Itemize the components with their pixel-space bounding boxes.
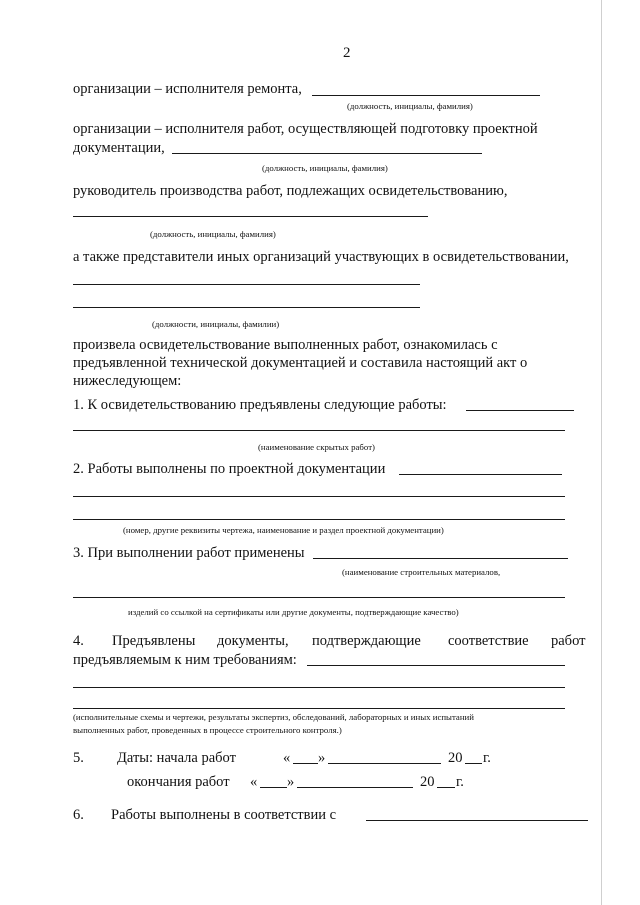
year-suffix: г.	[483, 750, 491, 766]
start-date-label: Даты: начала работ	[117, 750, 236, 766]
section-2-blank-2[interactable]	[73, 496, 565, 497]
org-design-label: организации – исполнителя работ, осуществляющей подготовку проектной	[73, 121, 538, 137]
caption-materials: (наименование строительных материалов,	[342, 567, 501, 577]
caption-drawing-details: (номер, другие реквизиты чертежа, наименование и раздел проектной документации)	[123, 525, 444, 535]
section-1-blank-2[interactable]	[73, 430, 565, 431]
caption-positions-names: (должности, инициалы, фамилии)	[152, 319, 280, 329]
work-manager-blank[interactable]	[73, 216, 428, 217]
section-4-word: работ	[551, 633, 586, 649]
section-4-word: соответствие	[448, 633, 529, 649]
section-1-blank[interactable]	[466, 410, 574, 411]
section-2-blank-3[interactable]	[73, 519, 565, 520]
caption-position-name: (должность, инициалы, фамилия)	[262, 163, 388, 173]
caption-hidden-works: (наименование скрытых работ)	[258, 442, 375, 452]
section-3-blank-2[interactable]	[73, 597, 565, 598]
start-month-blank[interactable]	[328, 763, 441, 764]
caption-position-name: (должность, инициалы, фамилия)	[347, 101, 473, 111]
quote-open: «	[250, 774, 258, 790]
section-5-number: 5.	[73, 750, 84, 766]
start-year-blank[interactable]	[465, 763, 482, 764]
statement-line-2: предъявленной технической документацией и составила настоящий акт о	[73, 355, 528, 371]
org-design-label-cont: документации,	[73, 140, 165, 156]
end-month-blank[interactable]	[297, 787, 413, 788]
org-repair-blank[interactable]	[312, 95, 540, 96]
year-prefix: 20	[420, 774, 435, 790]
end-day-blank[interactable]	[260, 787, 287, 788]
statement-line-1: произвела освидетельствование выполненных работ, ознакомилась с	[73, 337, 498, 353]
section-4-blank-3[interactable]	[73, 708, 565, 709]
caption-executive-docs: (исполнительные схемы и чертежи, результаты экспертиз, обследований, лабораторных и иных испытаний	[73, 712, 474, 722]
other-orgs-blank-1[interactable]	[73, 284, 420, 285]
work-manager-label: руководитель производства работ, подлежащих освидетельствованию,	[73, 183, 508, 199]
statement-line-3: нижеследующем:	[73, 373, 182, 389]
section-1-label: 1. К освидетельствованию предъявлены следующие работы:	[73, 397, 447, 413]
section-2-label: 2. Работы выполнены по проектной документации	[73, 461, 386, 477]
quote-close: »	[287, 774, 295, 790]
other-orgs-blank-2[interactable]	[73, 307, 420, 308]
section-4-word: подтверждающие	[312, 633, 421, 649]
caption-position-name: (должность, инициалы, фамилия)	[150, 229, 276, 239]
section-4-word: документы,	[217, 633, 289, 649]
page-number: 2	[343, 45, 351, 61]
org-repair-label: организации – исполнителя ремонта,	[73, 81, 302, 97]
caption-executive-docs-cont: выполненных работ, проведенных в процессе строительного контроля.)	[73, 725, 342, 735]
scan-edge	[601, 0, 602, 905]
year-suffix: г.	[456, 774, 464, 790]
end-date-label: окончания работ	[127, 774, 230, 790]
section-4-label-cont: предъявляемым к ним требованиям:	[73, 652, 297, 668]
year-prefix: 20	[448, 750, 463, 766]
section-2-blank[interactable]	[399, 474, 562, 475]
section-6-label: Работы выполнены в соответствии с	[111, 807, 337, 823]
end-year-blank[interactable]	[437, 787, 455, 788]
section-3-blank[interactable]	[313, 558, 568, 559]
other-orgs-label: а также представители иных организаций участвующих в освидетельствовании,	[73, 249, 569, 265]
quote-close: »	[318, 750, 326, 766]
section-4-number: 4.	[73, 633, 84, 649]
section-6-blank[interactable]	[366, 820, 588, 821]
start-day-blank[interactable]	[293, 763, 318, 764]
caption-certificates: изделий со ссылкой на сертификаты или другие документы, подтверждающие качество)	[128, 607, 459, 617]
section-4-blank[interactable]	[307, 665, 565, 666]
section-6-number: 6.	[73, 807, 84, 823]
section-4-word: Предъявлены	[112, 633, 196, 649]
section-3-label: 3. При выполнении работ применены	[73, 545, 305, 561]
section-4-blank-2[interactable]	[73, 687, 565, 688]
org-design-blank[interactable]	[172, 153, 482, 154]
quote-open: «	[283, 750, 291, 766]
